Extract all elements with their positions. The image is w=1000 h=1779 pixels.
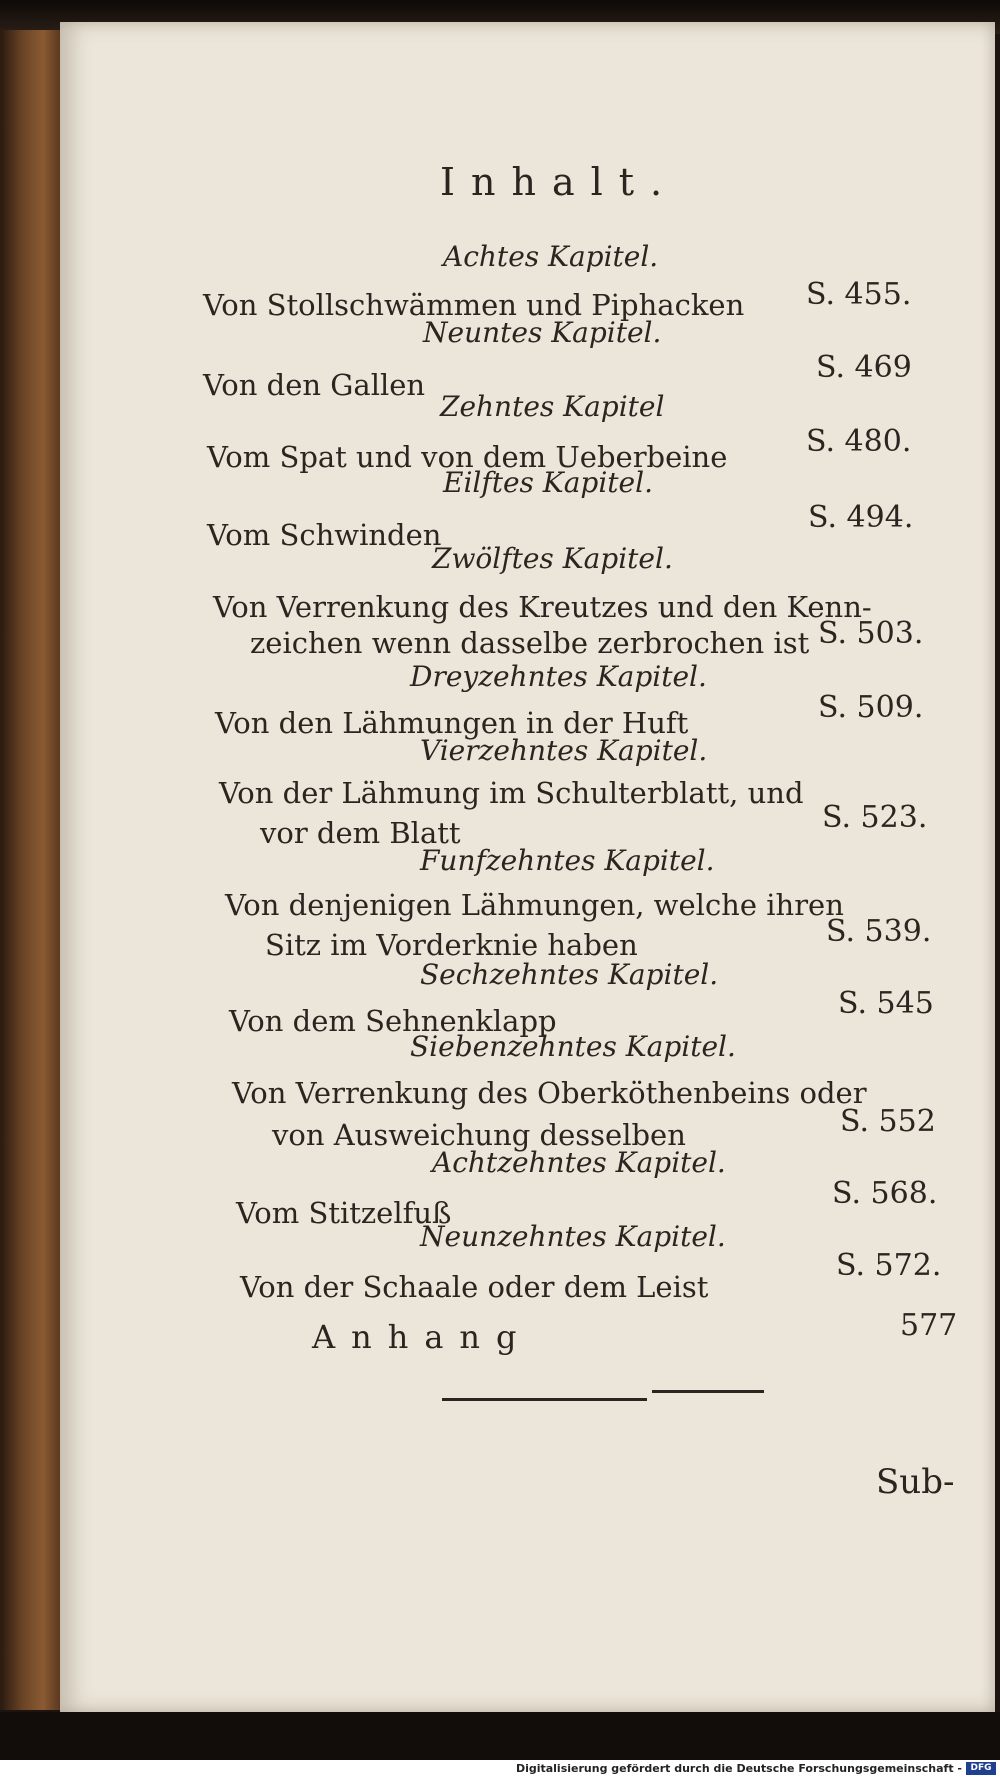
- page-reference: S. 523.: [822, 800, 928, 835]
- page-reference: S. 568.: [832, 1176, 938, 1211]
- chapter-heading: Sechzehntes Kapitel.: [420, 958, 719, 991]
- chapter-heading: Funfzehntes Kapitel.: [420, 844, 715, 877]
- chapter-heading: Dreyzehntes Kapitel.: [410, 660, 707, 693]
- entry-text: Von Verrenkung des Oberköthenbeins oder: [232, 1076, 867, 1110]
- chapter-heading: Zehntes Kapitel: [440, 390, 665, 423]
- entry-text: von Ausweichung desselben: [272, 1118, 686, 1152]
- entry-text: Von den Lähmungen in der Huft: [215, 706, 689, 740]
- entry-text: Von Stollschwämmen und Piphacken: [203, 288, 745, 322]
- page-reference: S. 494.: [808, 500, 914, 535]
- dfg-logo: DFG: [966, 1762, 996, 1775]
- entry-text: Von Verrenkung des Kreutzes und den Kenn-: [213, 590, 872, 624]
- page-reference: S. 509.: [818, 690, 924, 725]
- chapter-heading: Achtzehntes Kapitel.: [432, 1146, 726, 1179]
- chapter-heading: Zwölftes Kapitel.: [432, 542, 673, 575]
- footer-credit: Digitalisierung gefördert durch die Deutsche Forschungsgemeinschaft -: [515, 1762, 962, 1775]
- divider-rule: [652, 1390, 764, 1393]
- chapter-heading: Achtes Kapitel.: [443, 240, 659, 273]
- entry-text: Vom Spat und von dem Ueberbeine: [207, 440, 728, 474]
- page-reference: S. 552: [840, 1104, 936, 1139]
- entry-text: vor dem Blatt: [260, 816, 461, 850]
- entry-text: Vom Schwinden: [207, 518, 442, 552]
- chapter-heading: Neunzehntes Kapitel.: [420, 1220, 726, 1253]
- chapter-heading: Eilftes Kapitel.: [443, 466, 653, 499]
- entry-text: Vom Stitzelfuß: [236, 1196, 452, 1230]
- entry-text: zeichen wenn dasselbe zerbrochen ist: [250, 626, 810, 660]
- entry-text: Sitz im Vorderknie haben: [265, 928, 638, 962]
- chapter-heading: Vierzehntes Kapitel.: [420, 734, 708, 767]
- page-title: Inhalt.: [440, 160, 679, 204]
- bottom-band: [0, 1712, 1000, 1760]
- page-reference: S. 545: [838, 986, 934, 1021]
- page-reference: S. 480.: [806, 424, 912, 459]
- catchword: Sub-: [876, 1462, 955, 1502]
- page-reference: S. 469: [816, 350, 912, 385]
- chapter-heading: Siebenzehntes Kapitel.: [410, 1030, 736, 1063]
- entry-text: Von der Schaale oder dem Leist: [240, 1270, 709, 1304]
- page-reference: S. 455.: [806, 277, 912, 312]
- page-reference: S. 539.: [826, 914, 932, 949]
- entry-text: Von denjenigen Lähmungen, welche ihren: [225, 888, 844, 922]
- appendix-page: 577: [900, 1308, 958, 1343]
- chapter-heading: Neuntes Kapitel.: [423, 316, 662, 349]
- divider-rule: [442, 1398, 647, 1401]
- entry-text: Von dem Sehnenklapp: [229, 1004, 557, 1038]
- page-reference: S. 572.: [836, 1248, 942, 1283]
- entry-text: Von den Gallen: [203, 368, 426, 402]
- appendix-heading: Anhang: [312, 1318, 533, 1356]
- entry-text: Von der Lähmung im Schulterblatt, und: [219, 776, 804, 810]
- page-reference: S. 503.: [818, 616, 924, 651]
